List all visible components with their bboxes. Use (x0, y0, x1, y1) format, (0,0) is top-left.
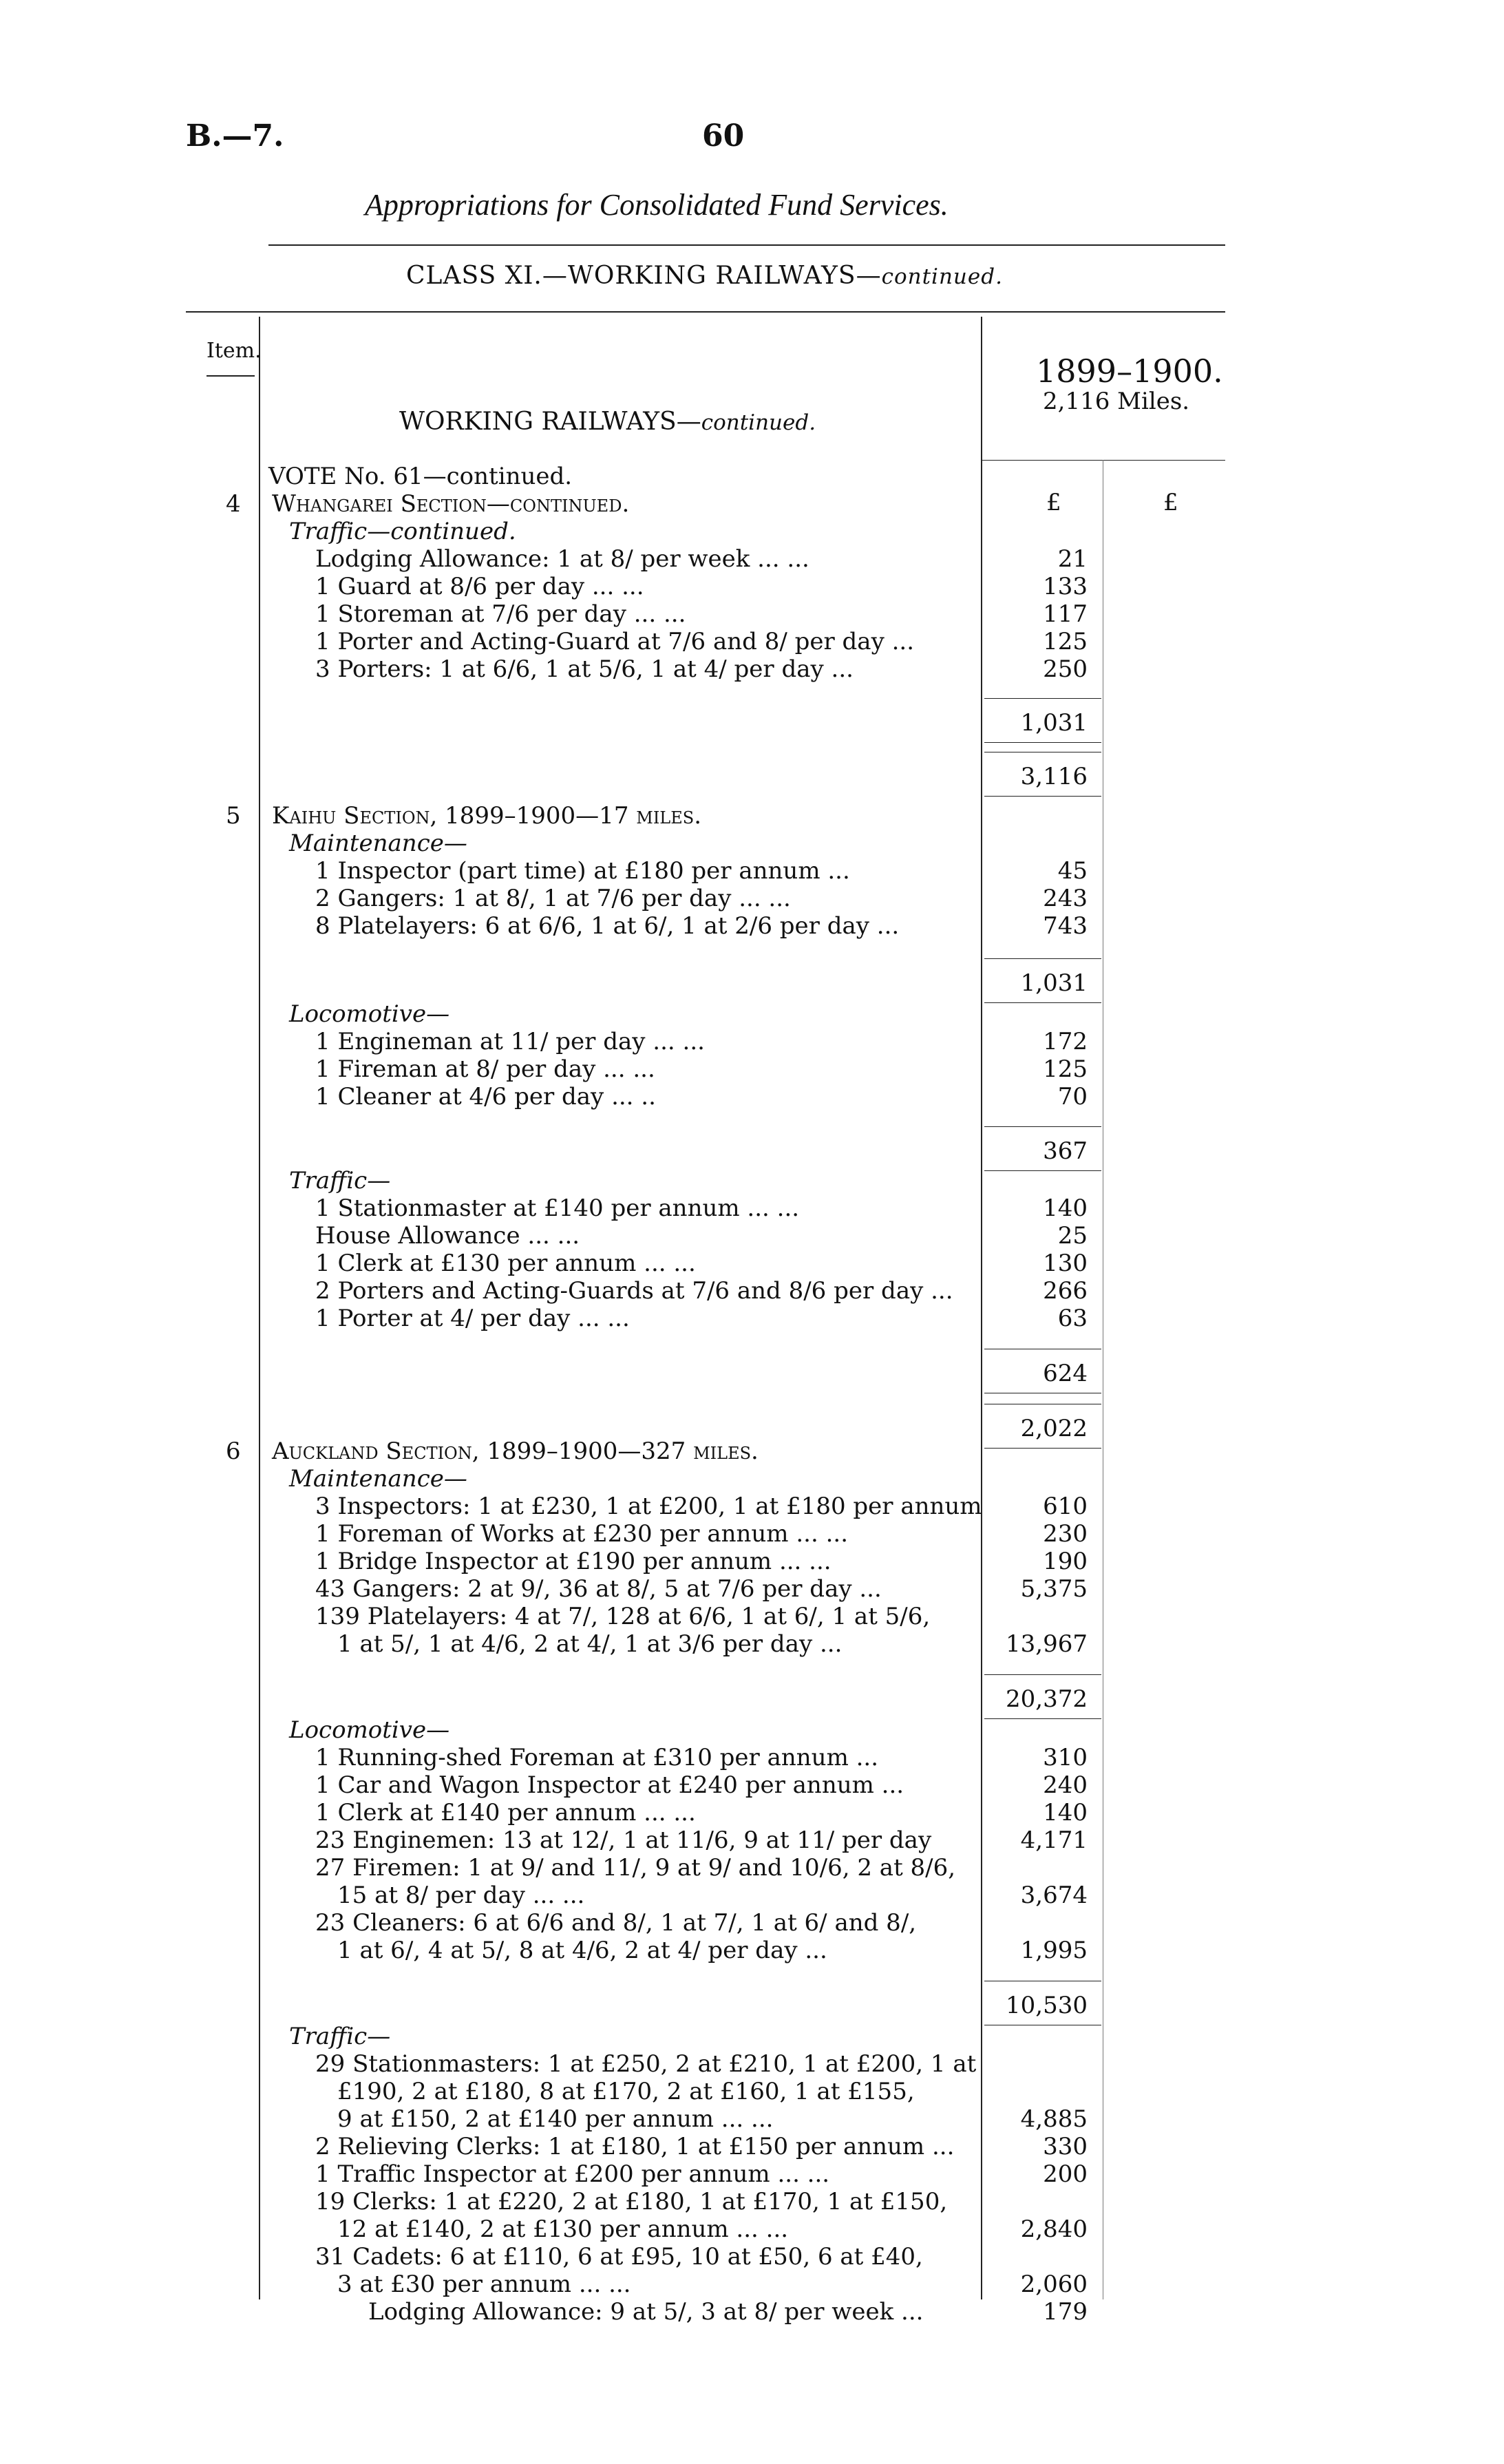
table-subtitle (399, 408, 816, 436)
category-heading: Traffic—continued. (289, 518, 516, 545)
line-amount: 25 (1057, 1222, 1088, 1250)
line-amount: 4,885 (1020, 2105, 1088, 2133)
pound-header-amount: £ (1046, 489, 1061, 516)
subtotal-rule (984, 958, 1101, 959)
item-number: 6 (226, 1438, 241, 1465)
appropriation-line: 43 Gangers: 2 at 9/, 36 at 8/, 5 at 7/6 per day ... (315, 1575, 882, 1603)
appropriation-line: 1 Clerk at £130 per annum ... ... (315, 1250, 696, 1277)
appropriation-line: 1 Stationmaster at £140 per annum ... ... (315, 1194, 800, 1222)
line-amount: 190 (1043, 1548, 1088, 1575)
category-heading: Traffic— (289, 2023, 391, 2050)
class-title-suffix: continued. (881, 264, 1003, 289)
appropriation-line: 3 at £30 per annum ... ... (337, 2271, 631, 2298)
appropriation-line: 29 Stationmasters: 1 at £250, 2 at £210, 1 at £200, 1 at (315, 2050, 977, 2078)
line-amount: 3,674 (1020, 1882, 1088, 1909)
appropriation-line: 1 Storeman at 7/6 per day ... ... (315, 600, 686, 628)
line-amount: 70 (1057, 1083, 1088, 1110)
document-reference: B.—7. (186, 118, 284, 154)
line-amount: 240 (1043, 1771, 1088, 1799)
appropriation-line: 2 Gangers: 1 at 8/, 1 at 7/6 per day ... ... (315, 885, 791, 912)
appropriation-line: 1 Inspector (part time) at £180 per annum ... (315, 857, 850, 885)
table-top-rule (186, 311, 1225, 313)
line-amount: 179 (1043, 2298, 1088, 2326)
section-heading: Auckland Section, 1899–1900—327 miles. (272, 1438, 759, 1465)
subtotal-value: 3,116 (1020, 763, 1088, 790)
line-amount: 200 (1043, 2160, 1088, 2188)
line-amount: 140 (1043, 1799, 1088, 1826)
appropriation-line: 3 Inspectors: 1 at £230, 1 at £200, 1 at £180 per annum (315, 1493, 982, 1520)
subtotal-value: 367 (1043, 1137, 1088, 1165)
item-header-rule (206, 375, 255, 377)
line-amount: 21 (1057, 545, 1088, 573)
subtotal-underline (984, 1170, 1101, 1171)
appropriation-line: £190, 2 at £180, 8 at £170, 2 at £160, 1 at £155, (337, 2078, 915, 2105)
subtotal-value: 1,031 (1020, 709, 1088, 737)
line-amount: 310 (1043, 1744, 1088, 1771)
line-amount: 2,840 (1020, 2215, 1088, 2243)
appropriation-line: 1 Traffic Inspector at £200 per annum ... ... (315, 2160, 830, 2188)
amount-column-divider (981, 317, 982, 2299)
subtotal-underline (984, 742, 1101, 743)
appropriation-line: 1 Cleaner at 4/6 per day ... .. (315, 1083, 656, 1110)
vote-heading: VOTE No. 61—continued. (268, 463, 573, 490)
appropriation-line: 8 Platelayers: 6 at 6/6, 1 at 6/, 1 at 2/6 per day ... (315, 912, 900, 940)
appropriation-line: 9 at £150, 2 at £140 per annum ... ... (337, 2105, 774, 2133)
item-number: 4 (226, 490, 241, 518)
appropriation-line: 1 at 6/, 4 at 5/, 8 at 4/6, 2 at 4/ per day ... (337, 1937, 827, 1964)
appropriation-line: 2 Relieving Clerks: 1 at £180, 1 at £150 per annum ... (315, 2133, 955, 2160)
subtotal-rule (984, 1674, 1101, 1675)
appropriation-line: 1 Fireman at 8/ per day ... ... (315, 1055, 655, 1083)
line-amount: 5,375 (1020, 1575, 1088, 1603)
subtotal-underline (984, 796, 1101, 797)
year-header: 1899–1900. (1036, 352, 1223, 390)
appropriation-line: 1 Foreman of Works at £230 per annum ... ... (315, 1520, 848, 1548)
category-heading: Locomotive— (289, 1716, 450, 1744)
appropriation-line: Lodging Allowance: 9 at 5/, 3 at 8/ per week ... (368, 2298, 924, 2326)
appropriation-line: 3 Porters: 1 at 6/6, 1 at 5/6, 1 at 4/ per day ... (315, 655, 854, 683)
appropriation-line: 1 Porter and Acting-Guard at 7/6 and 8/ per day ... (315, 628, 915, 655)
line-amount: 117 (1043, 600, 1088, 628)
line-amount: 130 (1043, 1250, 1088, 1277)
line-amount: 266 (1043, 1277, 1088, 1305)
category-heading: Maintenance— (289, 830, 467, 857)
line-amount: 4,171 (1020, 1826, 1088, 1854)
appropriation-line: 1 Car and Wagon Inspector at £240 per annum ... (315, 1771, 904, 1799)
item-column-header: Item. (206, 339, 262, 363)
header-rule (268, 244, 1225, 246)
line-amount: 243 (1043, 885, 1088, 912)
appropriation-line: 1 Bridge Inspector at £190 per annum ... ... (315, 1548, 832, 1575)
appropriation-line: House Allowance ... ... (315, 1222, 580, 1250)
appropriation-line: 12 at £140, 2 at £130 per annum ... ... (337, 2215, 789, 2243)
section-heading: Kaihu Section, 1899–1900—17 miles. (272, 802, 702, 830)
section-heading: Whangarei Section—continued. (272, 490, 630, 518)
line-amount: 63 (1057, 1305, 1088, 1332)
line-amount: 743 (1043, 912, 1088, 940)
category-heading: Locomotive— (289, 1000, 450, 1028)
appropriation-line: 31 Cadets: 6 at £110, 6 at £95, 10 at £50, 6 at £40, (315, 2243, 923, 2271)
subtotal-rule (984, 698, 1101, 699)
appropriation-line: 23 Cleaners: 6 at 6/6 and 8/, 1 at 7/, 1 at 6/ and 8/, (315, 1909, 917, 1937)
appropriation-line: 1 Guard at 8/6 per day ... ... (315, 573, 644, 600)
line-amount: 125 (1043, 1055, 1088, 1083)
class-title (406, 262, 1003, 290)
line-amount: 125 (1043, 628, 1088, 655)
subtotal-value: 1,031 (1020, 969, 1088, 997)
page-number: 60 (702, 118, 745, 154)
appropriation-line: 1 Porter at 4/ per day ... ... (315, 1305, 630, 1332)
line-amount: 250 (1043, 655, 1088, 683)
appropriation-line: 1 Engineman at 11/ per day ... ... (315, 1028, 705, 1055)
appropriation-line: Lodging Allowance: 1 at 8/ per week ... ... (315, 545, 809, 573)
miles-header: 2,116 Miles. (1043, 388, 1190, 415)
pound-header-total: £ (1163, 489, 1178, 516)
line-amount: 330 (1043, 2133, 1088, 2160)
subtotal-value: 624 (1043, 1360, 1088, 1387)
table-subtitle-main: WORKING RAILWAYS— (399, 408, 701, 436)
subtotal-rule (984, 1126, 1101, 1127)
appropriation-line: 2 Porters and Acting-Guards at 7/6 and 8/6 per day ... (315, 1277, 953, 1305)
subtotal-value: 10,530 (1006, 1992, 1088, 2019)
line-amount: 140 (1043, 1194, 1088, 1222)
item-number: 5 (226, 802, 241, 830)
appropriation-line: 1 at 5/, 1 at 4/6, 2 at 4/, 1 at 3/6 per day ... (337, 1630, 843, 1658)
appropriation-line: 15 at 8/ per day ... ... (337, 1882, 585, 1909)
line-amount: 133 (1043, 573, 1088, 600)
subtotal-underline (984, 1448, 1101, 1449)
line-amount: 230 (1043, 1520, 1088, 1548)
appropriation-line: 1 Running-shed Foreman at £310 per annum ... (315, 1744, 879, 1771)
category-heading: Traffic— (289, 1167, 391, 1194)
item-column-divider (259, 317, 260, 2299)
subtotal-underline (984, 1718, 1101, 1719)
line-amount: 2,060 (1020, 2271, 1088, 2298)
subtotal-value: 2,022 (1020, 1415, 1088, 1442)
subtotal-value: 20,372 (1006, 1685, 1088, 1713)
category-heading: Maintenance— (289, 1465, 467, 1493)
line-amount: 610 (1043, 1493, 1088, 1520)
subtotal-underline (984, 1002, 1101, 1003)
class-title-main: CLASS XI.—WORKING RAILWAYS— (406, 262, 882, 290)
appropriation-line: 19 Clerks: 1 at £220, 2 at £180, 1 at £170, 1 at £150, (315, 2188, 948, 2215)
line-amount: 13,967 (1006, 1630, 1088, 1658)
appropriation-line: 1 Clerk at £140 per annum ... ... (315, 1799, 696, 1826)
appropriation-line: 139 Platelayers: 4 at 7/, 128 at 6/6, 1 at 6/, 1 at 5/6, (315, 1603, 931, 1630)
appropriation-line: 27 Firemen: 1 at 9/ and 11/, 9 at 9/ and 10/6, 2 at 8/6, (315, 1854, 956, 1882)
appropriation-line: 23 Enginemen: 13 at 12/, 1 at 11/6, 9 at 11/ per day (315, 1826, 932, 1854)
line-amount: 1,995 (1020, 1937, 1088, 1964)
page-title: Appropriations for Consolidated Fund Services. (365, 188, 949, 222)
table-subtitle-suffix: continued. (701, 410, 816, 435)
line-amount: 45 (1057, 857, 1088, 885)
line-amount: 172 (1043, 1028, 1088, 1055)
